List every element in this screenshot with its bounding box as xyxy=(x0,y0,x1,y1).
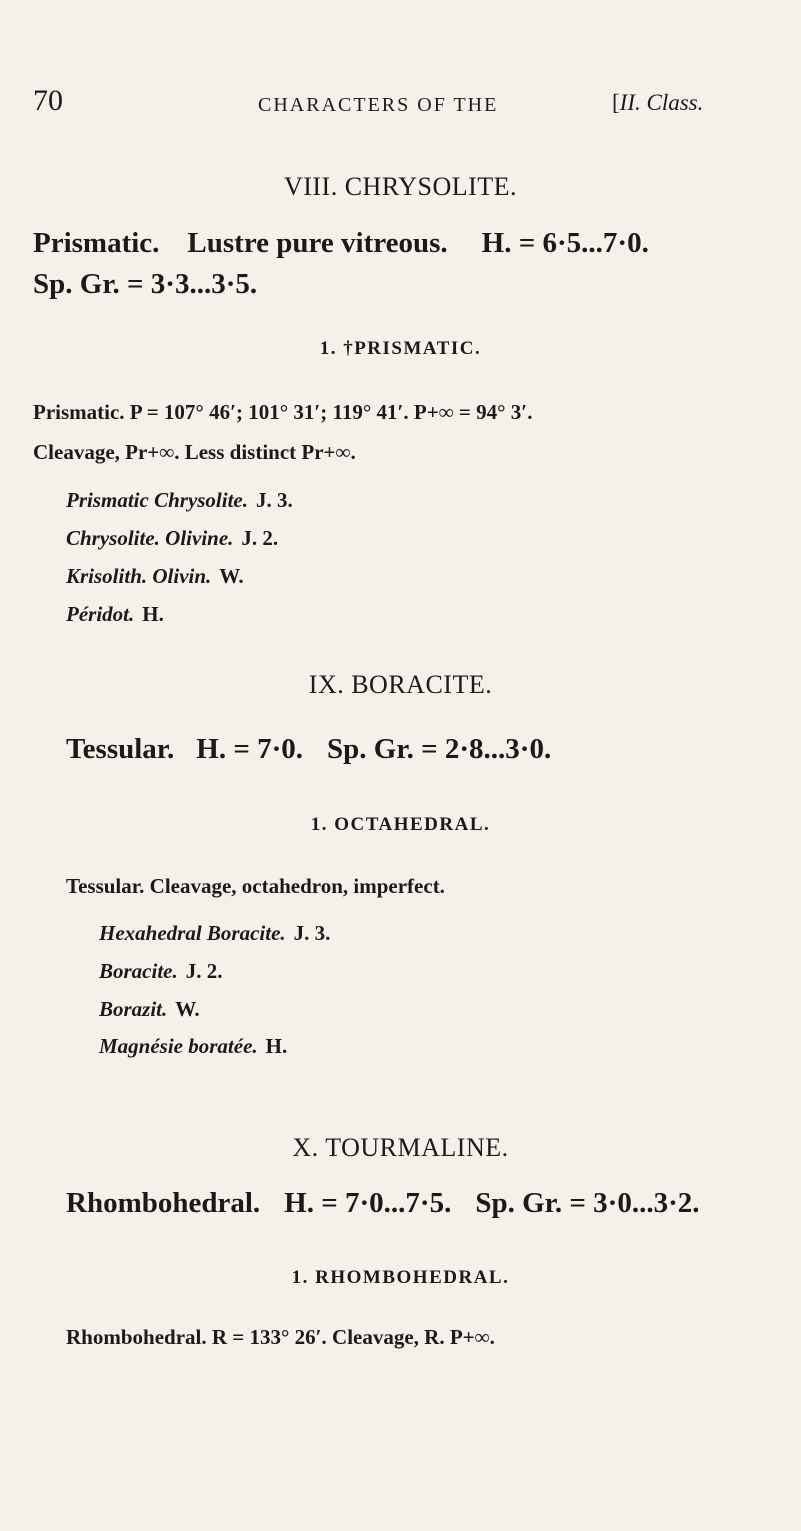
synonym-line xyxy=(99,997,200,1022)
synonym-ref: J. 2. xyxy=(241,526,279,550)
tourmaline-order-line xyxy=(66,1187,700,1220)
boracite-hardness: H. = 7·0. xyxy=(196,733,304,765)
chrysolite-lustre: Lustre pure vitreous. xyxy=(187,227,448,259)
synonym-line xyxy=(99,1034,287,1059)
running-head: CHARACTERS OF THE xyxy=(258,94,499,116)
synonym-name: Borazit. xyxy=(99,997,168,1021)
synonym-ref: W. xyxy=(219,564,244,588)
synonym-line xyxy=(66,488,293,513)
chrysolite-hardness: H. = 6·5...7·0. xyxy=(481,227,649,259)
tourmaline-angles: Rhombohedral. R = 133° 26′. Cleavage, R. P+∞. xyxy=(66,1325,495,1349)
synonym-ref: H. xyxy=(265,1034,288,1058)
chrysolite-species-title: 1. †PRISMATIC. xyxy=(319,338,482,359)
synonym-ref: H. xyxy=(142,602,164,626)
boracite-order-line xyxy=(66,733,551,766)
tourmaline-system: Rhombohedral. xyxy=(66,1187,261,1219)
synonym-name: Prismatic Chrysolite. xyxy=(66,488,249,512)
tourmaline-heading: X. TOURMALINE. xyxy=(292,1133,509,1162)
boracite-gravity: Sp. Gr. = 2·8...3·0. xyxy=(327,733,552,765)
tourmaline-species-title: 1. RHOMBOHEDRAL. xyxy=(291,1267,510,1288)
class-label xyxy=(612,90,703,116)
synonym-name: Chrysolite. Olivine. xyxy=(66,526,234,550)
synonym-name: Hexahedral Boracite. xyxy=(99,921,286,945)
synonym-name: Péridot. xyxy=(66,602,135,626)
synonym-line xyxy=(66,526,278,551)
synonym-name: Boracite. xyxy=(99,959,178,983)
chrysolite-heading: VIII. CHRYSOLITE. xyxy=(283,172,518,201)
class-bracket: [ xyxy=(612,90,620,115)
synonym-ref: J. 3. xyxy=(293,921,331,945)
class-label-text: II. Class. xyxy=(619,90,704,115)
synonym-ref: J. 3. xyxy=(256,488,293,512)
chrysolite-system: Prismatic. xyxy=(33,227,160,259)
chrysolite-order-line xyxy=(33,227,649,260)
synonym-ref: J. 2. xyxy=(185,959,223,983)
chrysolite-gravity: Sp. Gr. = 3·3...3·5. xyxy=(33,268,258,300)
boracite-cleavage: Tessular. Cleavage, octahedron, imperfect. xyxy=(66,874,445,898)
chrysolite-cleavage: Cleavage, Pr+∞. Less distinct Pr+∞. xyxy=(33,440,356,464)
boracite-heading: IX. BORACITE. xyxy=(308,670,493,699)
tourmaline-gravity: Sp. Gr. = 3·0...3·2. xyxy=(475,1187,700,1219)
synonym-line xyxy=(99,959,223,984)
boracite-species-title: 1. OCTAHEDRAL. xyxy=(310,814,491,835)
synonym-name: Magnésie boratée. xyxy=(99,1034,258,1058)
synonym-line xyxy=(66,602,164,627)
synonym-ref: W. xyxy=(175,997,200,1021)
chrysolite-angles: Prismatic. P = 107° 46′; 101° 31′; 119° 41′. P+∞ = 94° 3′. xyxy=(33,400,533,424)
boracite-system: Tessular. xyxy=(66,733,175,765)
synonym-line xyxy=(66,564,244,589)
page-header xyxy=(0,84,801,124)
tourmaline-hardness: H. = 7·0...7·5. xyxy=(284,1187,452,1219)
synonym-name: Krisolith. Olivin. xyxy=(66,564,212,588)
synonym-line xyxy=(99,921,330,946)
page-number: 70 xyxy=(33,84,63,117)
